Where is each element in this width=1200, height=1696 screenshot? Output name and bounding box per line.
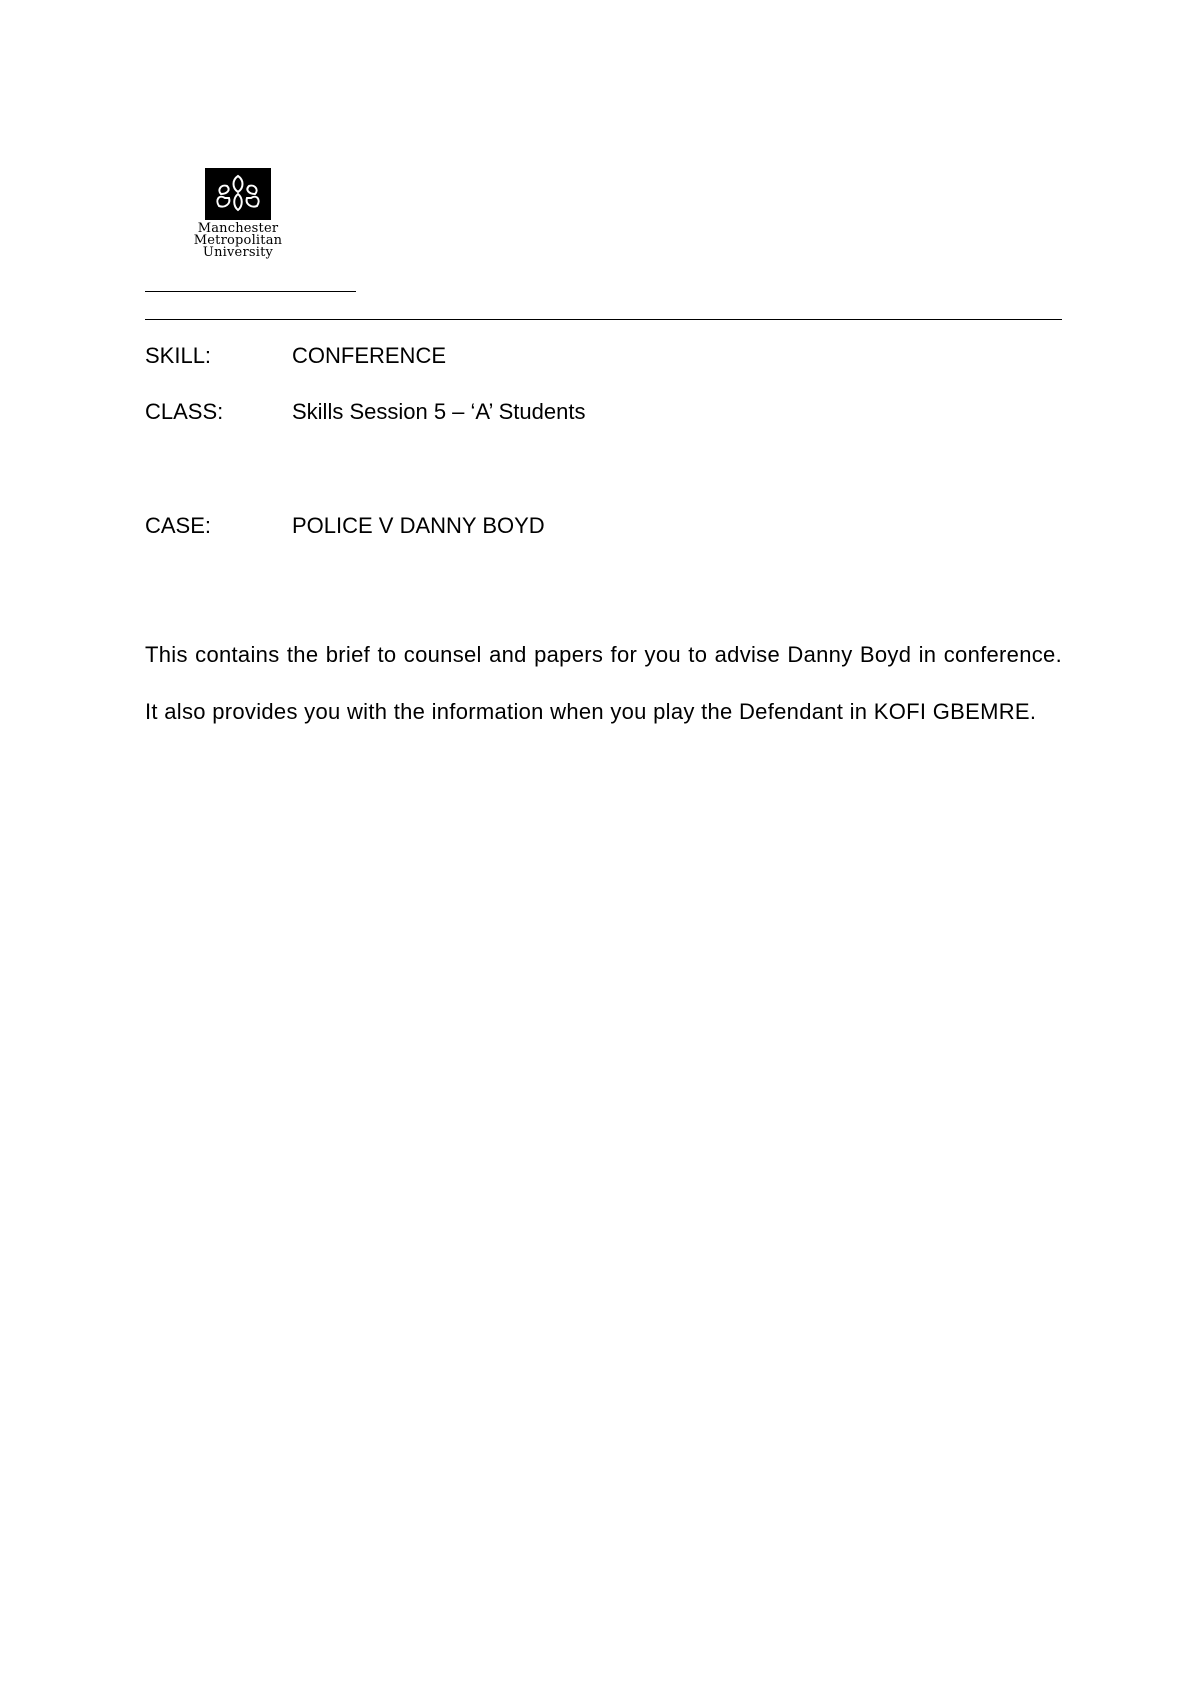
case-label: CASE:	[145, 513, 212, 538]
logo-line-manchester: Manchester	[197, 221, 279, 236]
logo-underline-rule	[145, 291, 356, 292]
university-logo	[186, 168, 290, 259]
class-label: CLASS:	[145, 399, 224, 424]
header-divider-rule	[145, 319, 1062, 320]
brief-paragraph: This contains the brief to counsel and papers for you to advise Danny Boyd in conference. It also provides you with the information when you play the Defendant in KOFI GBEMRE.	[145, 642, 1062, 724]
class-value: Skills Session 5 – ‘A’ Students	[292, 399, 586, 424]
class-row	[145, 399, 585, 425]
skill-row	[145, 343, 446, 369]
logo-wordmark	[186, 223, 290, 259]
skill-label: SKILL:	[145, 343, 212, 368]
logo-line-university: University	[202, 245, 274, 260]
logo-line-metropolitan: Metropolitan	[193, 233, 283, 248]
skill-value: CONFERENCE	[292, 343, 447, 368]
university-crest-icon	[205, 168, 271, 220]
case-row	[145, 513, 545, 539]
case-value: POLICE V DANNY BOYD	[292, 513, 545, 538]
